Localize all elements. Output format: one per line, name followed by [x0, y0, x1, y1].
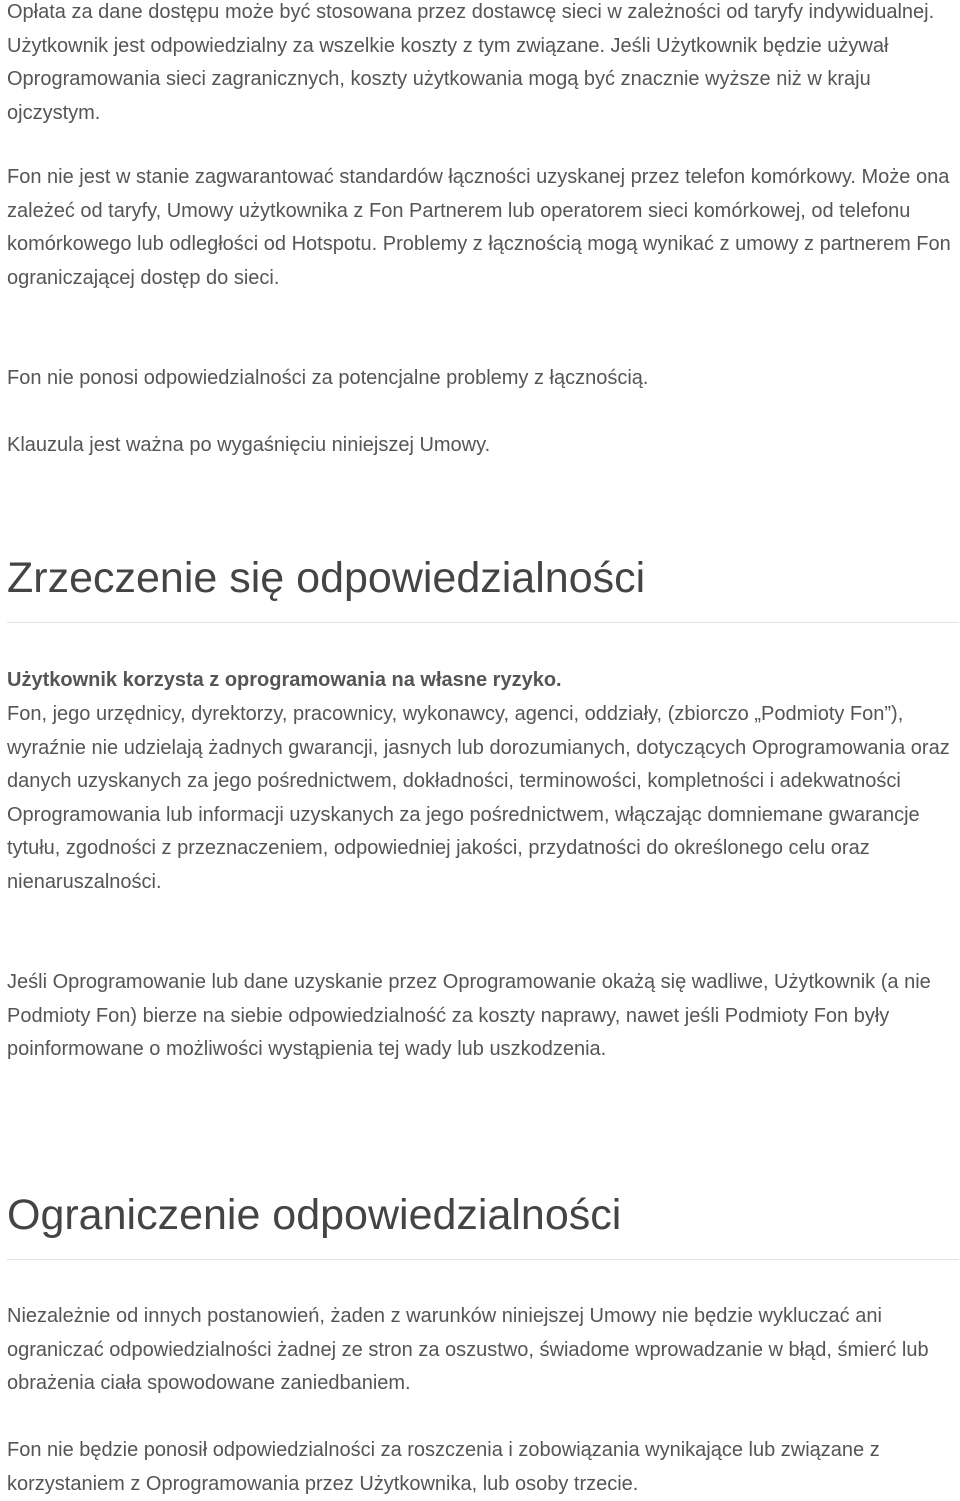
- limitation-paragraph-claims: Fon nie będzie ponosił odpowiedzialności za roszczenia i zobowiązania wynikające lub związane z korzystaniem z Oprogramowania przez Użytkownika, lub osoby trzecie.: [7, 1439, 880, 1495]
- limitation-paragraph-fraud: Niezależnie od innych postanowień, żaden z warunków niniejszej Umowy nie będzie wykluczać ani ograniczać odpowiedzialności żadnej ze stron za oszustwo, świadome wprowadzanie w błąd, śmierć lub obrażenia ciała spowodowane zaniedbaniem.: [7, 1305, 929, 1395]
- intro-paragraph-charges: Opłata za dane dostępu może być stosowana przez dostawcę sieci w zależności od taryfy indywidualnej. Użytkownik jest odpowiedzialny za wszelkie koszty z tym związane. Jeśli Użytkownik będzie używał Oprogramowania sieci zagranicznych, koszty użytkowania mogą być znacznie wyższe niż w kraju ojczystym.: [7, 1, 935, 124]
- intro-paragraph-no-liability: Fon nie ponosi odpowiedzialności za potencjalne problemy z łącznością.: [7, 367, 649, 389]
- intro-paragraph-connectivity: Fon nie jest w stanie zagwarantować standardów łączności uzyskanej przez telefon komórkowy. Może ona zależeć od taryfy, Umowy użytkownika z Fon Partnerem lub operatorem sieci komórkowej, od telefonu komórkowego lub odległości od Hotspotu. Problemy z łącznością mogą wynikać z umowy z partnerem Fon ograniczającej dostęp do sieci.: [7, 166, 951, 289]
- disclaimer-paragraph-defects: Jeśli Oprogramowanie lub dane uzyskanie przez Oprogramowanie okażą się wadliwe, Użytkownik (a nie Podmioty Fon) bierze na siebie odpowiedzialność za koszty naprawy, nawet jeśli Podmioty Fon były poinformowane o możliwości wystąpienia tej wady lub uszkodzenia.: [7, 971, 931, 1061]
- disclaimer-section: [7, 552, 957, 623]
- disclaimer-heading: Zrzeczenie się odpowiedzialności: [7, 552, 959, 623]
- intro-paragraph-clause-validity: Klauzula jest ważna po wygaśnięciu niniejszej Umowy.: [7, 434, 491, 456]
- disclaimer-bold-line: Użytkownik korzysta z oprogramowania na własne ryzyko.: [7, 669, 562, 691]
- disclaimer-paragraph-warranties: Fon, jego urzędnicy, dyrektorzy, pracownicy, wykonawcy, agenci, oddziały, (zbiorczo „Podmioty Fon”), wyraźnie nie udzielają żadnych gwarancji, jasnych lub dorozumianych, dotyczących Oprogramowania oraz danych uzyskanych za jego pośrednictwem, dokładności, terminowości, kompletności i adekwatności Oprogramowania lub informacji uzyskanych za jego pośrednictwem, włączając domniemane gwarancje tytułu, zgodności z przeznaczeniem, odpowiedniej jakości, przydatności do określonego celu oraz nienaruszalności.: [7, 703, 950, 893]
- limitation-section: [7, 1189, 957, 1260]
- limitation-heading: Ograniczenie odpowiedzialności: [7, 1189, 959, 1260]
